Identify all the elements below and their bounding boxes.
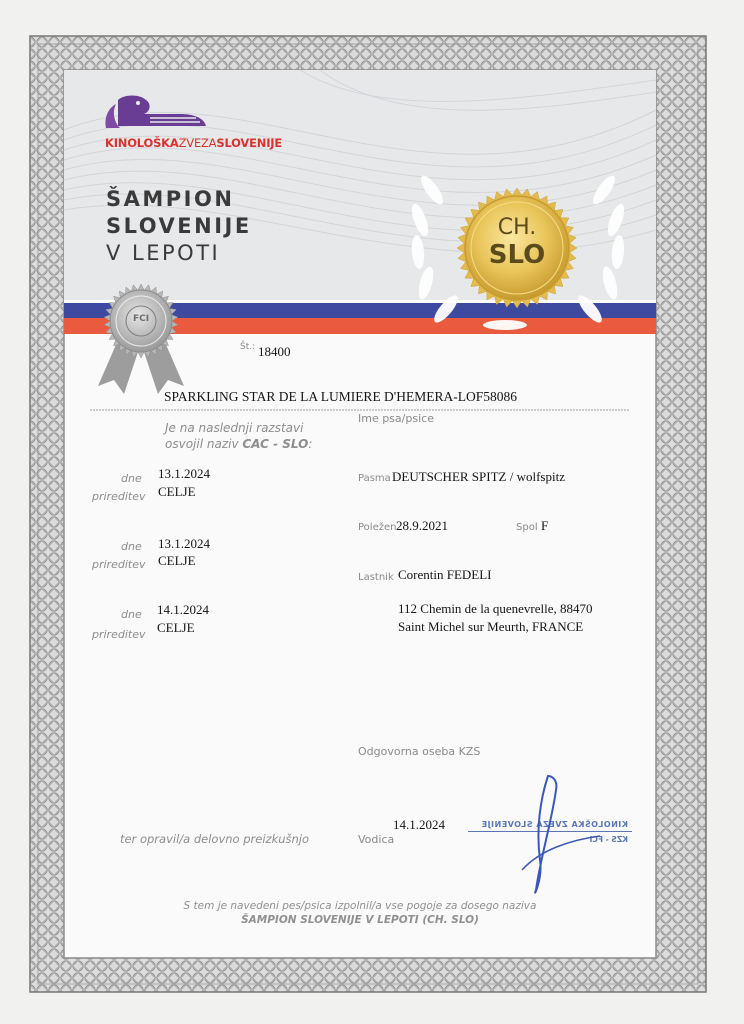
work-test-label: ter opravil/a delovno preizkušnjo [120, 832, 310, 846]
show-3-event-label: prireditev [92, 628, 146, 641]
show-1-date: 13.1.2024 [158, 466, 210, 481]
owner-label: Lastnik [358, 572, 394, 583]
show-1-date-label: dne [121, 472, 142, 485]
intro-text [165, 420, 312, 452]
show-2-event: CELJE [158, 553, 196, 568]
dog-name-label: Ime psa/psice [358, 412, 434, 425]
birth-label: Poležen [358, 522, 397, 533]
show-1-event: CELJE [158, 484, 196, 499]
footer-statement: S tem je navedeni pes/psica izpolnil/a vse pogoje za dosego naziva [183, 900, 537, 912]
org-name-part1: KINOLOŠKA [105, 136, 179, 150]
leader-date: 14.1.2024 [393, 817, 445, 832]
show-2-event-label: prireditev [92, 558, 146, 571]
champion-seal [467, 216, 567, 270]
title-line3: V LEPOTI [106, 241, 221, 265]
responsible-person-label: Odgovorna oseba KZS [358, 745, 481, 758]
show-3-date-label: dne [121, 608, 142, 621]
certificate-number-label: Št.: [240, 342, 256, 352]
sex-value: F [541, 518, 549, 533]
seal-line1: CH. [497, 215, 537, 240]
organization-name [105, 136, 282, 150]
show-3-date: 14.1.2024 [157, 602, 209, 617]
breed-value: DEUTSCHER SPITZ / wolfspitz [392, 469, 565, 484]
sex-label: Spol [516, 522, 538, 533]
leader-label: Vodica [358, 833, 395, 846]
intro-line2: osvojil naziv CAC - SLO: [165, 437, 313, 451]
show-2-date: 13.1.2024 [158, 536, 210, 551]
org-name-part3: SLOVENIJE [216, 136, 283, 150]
breed-label: Pasma [358, 473, 391, 484]
fci-text: FCI [132, 314, 150, 324]
show-3-event: CELJE [157, 620, 195, 635]
seal-line2: SLO [488, 240, 546, 270]
intro-line1: Je na naslednji razstavi [165, 421, 304, 435]
title-line2: SLOVENIJE [106, 214, 252, 238]
owner-address-line1: 112 Chemin de la quenevrelle, 88470 [398, 601, 593, 616]
dog-name: SPARKLING STAR DE LA LUMIERE D'HEMERA-LOF58086 [164, 389, 517, 404]
birth-value: 28.9.2021 [396, 518, 448, 533]
owner-address-line2: Saint Michel sur Meurth, FRANCE [398, 619, 584, 634]
stamp-sub: KZS - FCI [589, 835, 628, 844]
show-1-event-label: prireditev [92, 490, 146, 503]
org-name-part2: ZVEZA [178, 136, 217, 150]
cac-slo-title: CAC - SLO [242, 437, 309, 451]
fci-rosette-icon [126, 314, 156, 324]
footer-title: ŠAMPION SLOVENIJE V LEPOTI (CH. SLO) [241, 914, 479, 926]
stamp-text: KINOLOŠKA ZVEZA SLOVENIJE [468, 818, 632, 832]
certificate-title [106, 186, 252, 267]
certificate-number: 18400 [258, 344, 291, 359]
show-2-date-label: dne [121, 540, 142, 553]
title-line1: ŠAMPION [106, 187, 235, 211]
owner-name: Corentin FEDELI [398, 567, 492, 582]
official-stamp [468, 818, 632, 870]
